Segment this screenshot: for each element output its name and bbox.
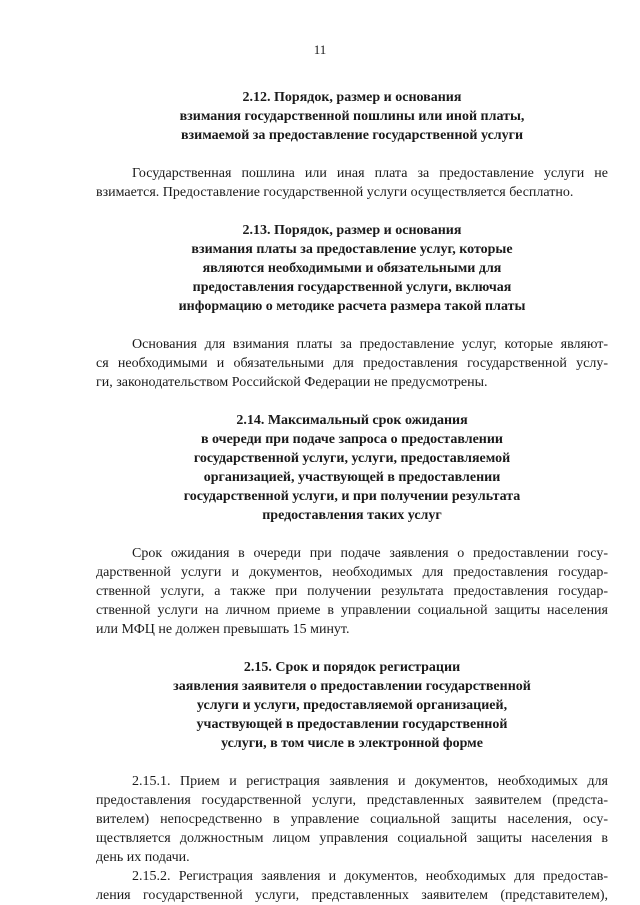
- paragraph-line: ществляется должностным лицом управления социальной защиты населения в: [96, 831, 608, 846]
- heading-line: информацию о методике расчета размера такой платы: [178, 299, 526, 314]
- paragraph-line: ги, законодательством Российской Федерации не предусмотрены.: [96, 375, 488, 390]
- heading-line: государственной услуги, и при получении результата: [183, 489, 521, 504]
- heading-line: организацией, участвующей в предоставлении: [203, 470, 501, 485]
- heading-line: 2.12. Порядок, размер и основания: [242, 90, 462, 105]
- section-heading-2-12: [96, 88, 608, 145]
- paragraph-line: предоставления государственной услуги, представленных заявителем (предста-: [96, 793, 608, 808]
- paragraph-line: ся необходимыми и обязательными для предоставления государственной услу-: [96, 356, 608, 371]
- paragraph-line: вителем) непосредственно в управление социальной защиты населения, осу-: [96, 812, 608, 827]
- paragraph-2-13: [96, 335, 608, 392]
- heading-line: являются необходимыми и обязательными для: [202, 261, 502, 276]
- paragraph-line: ственной услуги, а также при получении результата предоставления государ-: [96, 584, 608, 599]
- heading-line: 2.14. Максимальный срок ожидания: [236, 413, 468, 428]
- heading-line: участвующей в предоставлении государственной: [196, 717, 508, 732]
- paragraph-line: Срок ожидания в очереди при подаче заявления о предоставлении госу-: [132, 546, 608, 561]
- paragraph-line: дарственной услуги и документов, необходимых для предоставления государ-: [96, 565, 608, 580]
- paragraph-line: Государственная пошлина или иная плата за предоставление услуги не: [132, 166, 608, 181]
- heading-line: услуги, в том числе в электронной форме: [221, 736, 483, 751]
- heading-line: в очереди при подаче запроса о предоставлении: [200, 432, 504, 447]
- paragraph-2-12: [96, 164, 608, 202]
- heading-line: взимаемой за предоставление государственной услуги: [180, 128, 524, 143]
- heading-line: предоставления таких услуг: [262, 508, 442, 523]
- document-body: [96, 88, 608, 905]
- paragraph-line: ственной услуги на личном приеме в управлении социальной защиты населения: [96, 603, 608, 618]
- paragraph-line: 2.15.1. Прием и регистрация заявления и документов, необходимых для: [132, 774, 608, 789]
- heading-line: взимания государственной пошлины или иной платы,: [179, 109, 525, 124]
- heading-line: заявления заявителя о предоставлении государственной: [173, 679, 531, 694]
- paragraph-line: день их подачи.: [96, 850, 190, 865]
- heading-line: 2.15. Срок и порядок регистрации: [243, 660, 461, 675]
- heading-line: услуги и услуги, предоставляемой организацией,: [196, 698, 508, 713]
- heading-line: государственной услуги, услуги, предоставляемой: [193, 451, 511, 466]
- paragraph-line: ления государственной услуги, представленных заявителем (представителем),: [96, 888, 608, 903]
- paragraph-line: Основания для взимания платы за предоставление услуг, которые являют-: [132, 337, 608, 352]
- section-heading-2-13: [96, 221, 608, 316]
- paragraph-line: или МФЦ не должен превышать 15 минут.: [96, 622, 350, 637]
- paragraph-2-14: [96, 544, 608, 639]
- page-number: 11: [313, 42, 327, 57]
- paragraph-line: 2.15.2. Регистрация заявления и документов, необходимых для предостав-: [132, 869, 608, 884]
- heading-line: предоставления государственной услуги, включая: [192, 280, 512, 295]
- section-heading-2-15: [96, 658, 608, 753]
- paragraph-2-15-2: [96, 867, 608, 905]
- paragraph-line: взимается. Предоставление государственной услуги осуществляется бесплатно.: [96, 185, 574, 200]
- paragraph-2-15-1: [96, 772, 608, 867]
- section-heading-2-14: [96, 411, 608, 525]
- heading-line: 2.13. Порядок, размер и основания: [242, 223, 462, 238]
- heading-line: взимания платы за предоставление услуг, которые: [191, 242, 513, 257]
